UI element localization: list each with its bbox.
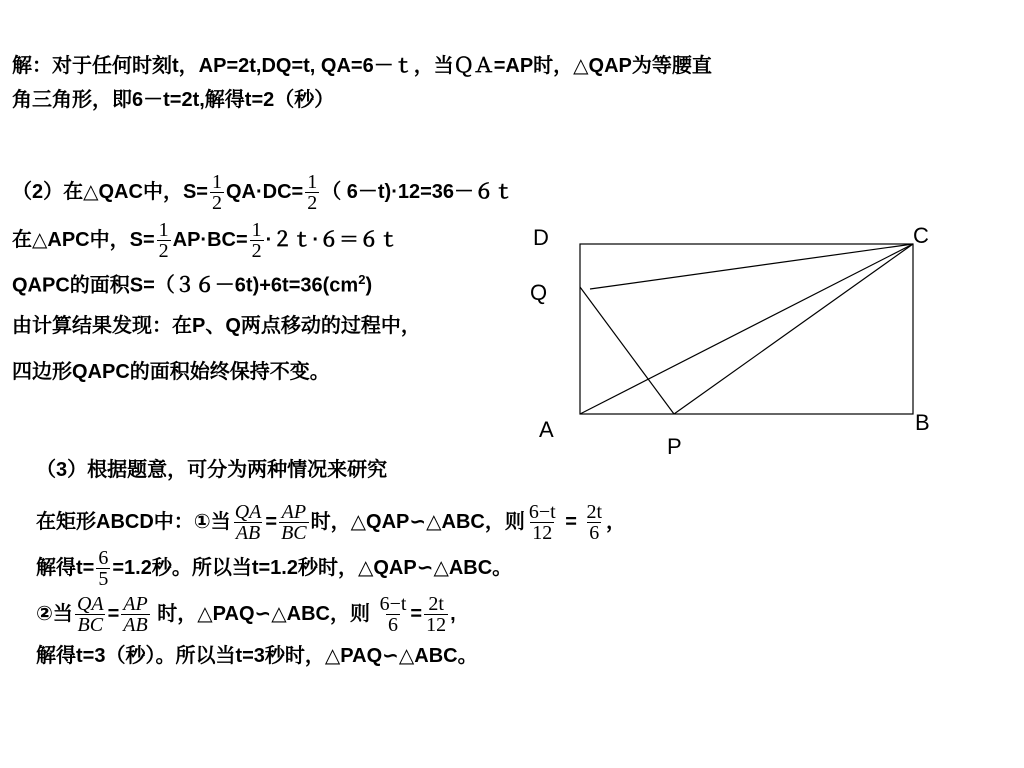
frac-den: BC: [77, 614, 104, 636]
part2-l2-a: 在△APC中，S=: [12, 228, 155, 251]
label-b: B: [915, 410, 930, 435]
frac-den: 2: [211, 192, 222, 214]
frac-num: QA: [76, 593, 104, 615]
part3-case1: [36, 502, 626, 543]
segment-qp: [580, 287, 674, 414]
case1-eq: =: [265, 510, 278, 533]
fraction-6mt-6: [378, 594, 409, 635]
frac-den: 5: [98, 568, 109, 590]
part2-l1-b: QA·DC=: [225, 180, 304, 203]
fraction-2t-6: [584, 502, 604, 543]
part2-l1-a: （2）在△QAC中，S=: [12, 180, 208, 203]
label-a: A: [539, 417, 554, 442]
fraction-ap-bc: [279, 502, 309, 543]
part3-case2: [36, 594, 456, 635]
fraction-6mt-12: [527, 502, 558, 543]
frac-den: 2: [251, 240, 262, 262]
frac-num: 1: [158, 219, 169, 241]
case1-b: 时，△QAP∽△ABC，则: [310, 510, 525, 533]
solve2: 解得t=3（秒）。所以当t=3秒时，△PAQ∽△ABC。: [36, 645, 478, 667]
frac-num: AP: [123, 593, 148, 615]
part3-solve1: [36, 548, 512, 589]
frac-den: 6: [387, 614, 398, 636]
case1-c: ，: [606, 510, 627, 533]
part3-solve2: [36, 642, 478, 670]
frac-num: 1: [211, 171, 222, 193]
part2-l4: 由计算结果发现：在P、Q两点移动的过程中，: [12, 315, 421, 337]
frac-den: 2: [158, 240, 169, 262]
frac-num: 1: [307, 171, 318, 193]
label-q: Q: [530, 280, 548, 305]
case2-eq: =: [107, 602, 120, 625]
fraction-2t-12: [424, 594, 448, 635]
fraction-qa-ab: [233, 502, 264, 543]
frac-num: AP: [281, 501, 307, 523]
frac-num: 6−t: [379, 593, 407, 615]
frac-num: 2t: [586, 501, 603, 523]
segment-pc: [674, 244, 913, 414]
solve1-b: =1.2秒。所以当t=1.2秒时，△QAP∽△ABC。: [112, 556, 513, 579]
frac-den: AB: [235, 522, 261, 544]
fraction-ap-ab: [121, 594, 149, 635]
part2-l3-b: ): [365, 274, 373, 297]
solution-text-1: 解：对于任何时刻t，AP=2t,DQ=t, QA=6－ｔ，当ＱＡ=AP时，△QAP为等腰直: [12, 55, 712, 77]
frac-num: QA: [234, 501, 262, 523]
solution-text-2: 角三角形，即6－t=2t,解得t=2（秒）: [12, 89, 335, 111]
part3-heading-text: （3）根据题意，可分为两种情况来研究: [36, 459, 388, 481]
frac-den: 12: [532, 522, 553, 544]
label-d: D: [533, 225, 549, 250]
frac-num: 6: [98, 547, 109, 569]
frac-den: 6: [589, 522, 600, 544]
part3-heading: [36, 456, 387, 484]
segment-qc: [590, 244, 913, 289]
label-p: P: [667, 434, 682, 459]
part2-l2-b: AP·BC=: [172, 228, 248, 251]
frac-den: 2: [307, 192, 318, 214]
part2-l2-c: ·２ｔ·６＝６ｔ: [265, 228, 399, 251]
case1-eq2: =: [559, 510, 583, 533]
case2-eq2: =: [410, 602, 423, 625]
case1-a: 在矩形ABCD中：①当: [36, 510, 231, 533]
fraction-6-5: [96, 548, 110, 589]
case2-a: ②当: [36, 602, 73, 625]
case2-b: 时，△PAQ∽△ABC，则: [151, 602, 376, 625]
part2-l1-c: （ 6－t)·12=36－６ｔ: [321, 180, 515, 203]
frac-num: 1: [251, 219, 262, 241]
part2-l3-a: QAPC的面积S=（３６－6t)+6t=36(cm: [12, 274, 359, 297]
segment-ac: [580, 244, 913, 414]
superscript: 2: [358, 272, 366, 287]
case2-c: ,: [450, 602, 456, 625]
frac-num: 2t: [428, 593, 444, 615]
label-c: C: [913, 223, 929, 248]
frac-den: AB: [123, 614, 148, 636]
frac-den: 12: [426, 614, 447, 636]
part2-l5: 四边形QAPC的面积始终保持不变。: [12, 361, 330, 383]
solve1-a: 解得t=: [36, 556, 95, 579]
frac-den: BC: [281, 522, 307, 544]
frac-num: 6−t: [528, 501, 556, 523]
fraction-qa-bc: [75, 594, 106, 635]
